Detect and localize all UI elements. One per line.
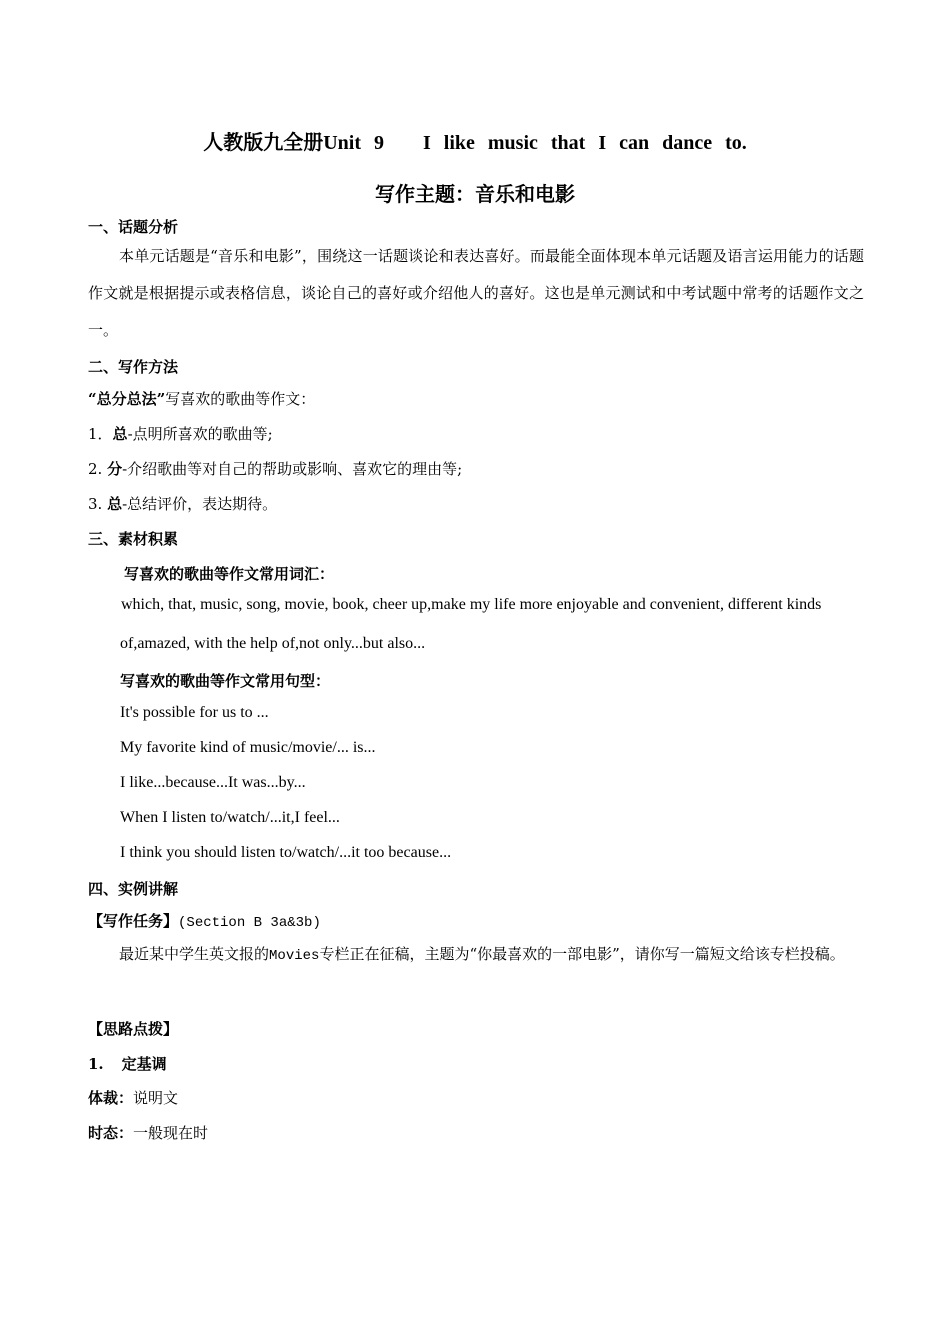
- method-item-text: -总结评价，表达期待。: [122, 495, 278, 513]
- task-text-b: 专栏正在征稿，主题为“你最喜欢的一部电影”，请你写一篇短文给该专栏投稿。: [319, 945, 845, 963]
- vocab-line: which, that, music, song, movie, book, cheer up,make my life more enjoyable and convenient, different kinds: [121, 596, 822, 613]
- method-item-text: -点明所喜欢的歌曲等;: [127, 425, 273, 443]
- sentence-label: 写喜欢的歌曲等作文常用句型：: [120, 672, 331, 690]
- title-cn: 人教版九全册: [203, 130, 324, 154]
- title-en: Unit 9 I like music that I can dance to.: [323, 132, 747, 154]
- tips-label: 【思路点拨】: [88, 1020, 179, 1038]
- sentence-pattern: I think you should listen to/watch/...it too because...: [120, 844, 452, 861]
- section-heading-topic-analysis: 一、话题分析: [88, 218, 179, 236]
- method-item-key: 总: [112, 425, 128, 443]
- sentence-pattern: When I listen to/watch/...it,I feel...: [120, 809, 340, 826]
- page-title: [0, 126, 950, 155]
- step-title: [88, 1053, 167, 1074]
- task-label: 【写作任务】: [88, 912, 179, 930]
- section-heading-text: 二、写作方法: [88, 358, 179, 376]
- genre-value: 说明文: [133, 1089, 179, 1107]
- method-item-key: 分: [107, 460, 123, 478]
- method-item-num: 2.: [88, 460, 108, 478]
- section-heading-writing-method: [88, 356, 178, 377]
- method-name: “总分总法”: [88, 390, 166, 408]
- task-paragraph: [88, 936, 864, 975]
- step-num: 1.: [88, 1055, 104, 1073]
- sentence-pattern: It's possible for us to ...: [120, 704, 269, 721]
- section-heading-example: 四、实例讲解: [88, 880, 179, 898]
- genre-line: [88, 1087, 178, 1108]
- step-text: 定基调: [121, 1055, 167, 1073]
- method-item-num: 3.: [88, 495, 108, 513]
- tense-label: 时态：: [88, 1124, 134, 1142]
- writing-task: [88, 910, 321, 931]
- method-intro: [88, 388, 315, 409]
- sentence-pattern: My favorite kind of music/movie/... is...: [120, 739, 376, 756]
- genre-label: 体裁：: [88, 1089, 134, 1107]
- task-text-movies: Movies: [269, 948, 320, 964]
- method-item-text: -介绍歌曲等对自己的帮助或影响、喜欢它的理由等;: [122, 460, 463, 478]
- method-intro-text: 写喜欢的歌曲等作文：: [165, 390, 316, 408]
- section-heading-materials: 三、素材积累: [88, 530, 179, 548]
- sentence-pattern: I like...because...It was...by...: [120, 774, 306, 791]
- method-item: [88, 493, 277, 514]
- page-subtitle: 写作主题：音乐和电影: [375, 182, 575, 206]
- task-text-a: 最近某中学生英文报的: [119, 945, 270, 963]
- method-item: [88, 423, 273, 444]
- topic-analysis-paragraph: 本单元话题是“音乐和电影”，围绕这一话题谈论和表达喜好。而最能全面体现本单元话题及语言运用能力的话题作文就是根据提示或表格信息，谈论自己的喜好或介绍他人的喜好。这也是单元测试和中考试题中常考的话题作文之一。: [88, 247, 864, 339]
- vocab-line: of,amazed, with the help of,not only...but also...: [120, 635, 426, 652]
- tense-line: [88, 1122, 208, 1143]
- method-item-num: 1．: [88, 425, 113, 443]
- tense-value: 一般现在时: [133, 1124, 209, 1142]
- method-item-key: 总: [107, 495, 123, 513]
- method-item: [88, 458, 462, 479]
- vocab-label: 写喜欢的歌曲等作文常用词汇：: [124, 565, 335, 583]
- task-reference: (Section B 3a&3b): [178, 915, 321, 931]
